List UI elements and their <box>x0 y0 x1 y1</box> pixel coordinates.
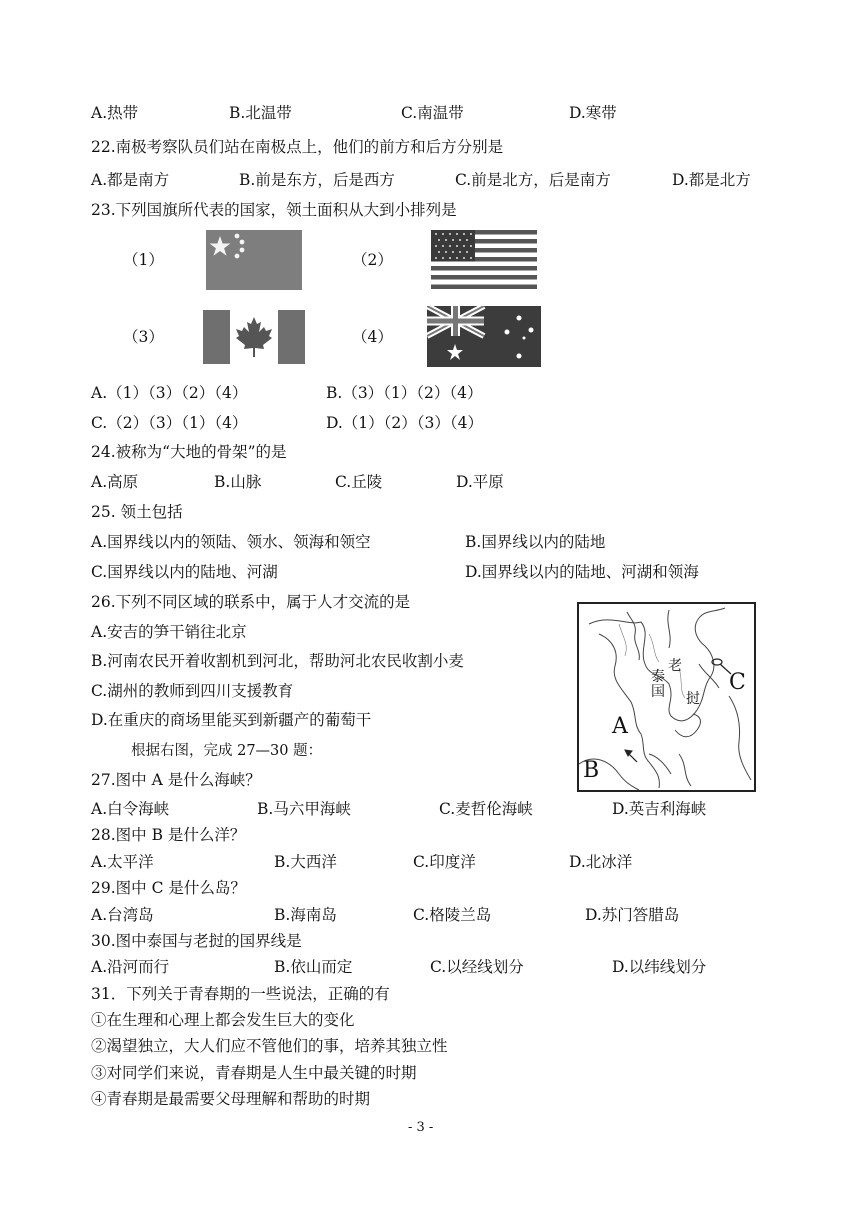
flag-label-1: （1） <box>123 251 164 269</box>
q27-option-b: B.马六甲海峡 <box>257 800 351 818</box>
q23-option-d: D.（1）（2）（3）（4） <box>326 414 483 432</box>
map-label-thailand: 泰国 <box>651 669 665 701</box>
flag-label-4: （4） <box>352 328 393 346</box>
map-label-c: C <box>729 670 746 695</box>
usa-flag-icon <box>431 230 537 289</box>
q25-option-d: D.国界线以内的陆地、河湖和领海 <box>465 563 699 581</box>
q31-item-4: ④青春期是最需要父母理解和帮助的时期 <box>91 1090 371 1108</box>
q27-stem: 27.图中 A 是什么海峡？ <box>91 771 261 789</box>
q29-option-d: D.苏门答腊岛 <box>585 906 680 924</box>
map-label-a: A <box>612 714 628 739</box>
q22-option-b: B.前是东方，后是西方 <box>239 171 395 189</box>
canada-flag-icon <box>203 310 305 364</box>
q25-option-a: A.国界线以内的领陆、领水、领海和领空 <box>91 533 371 551</box>
q29-option-c: C.格陵兰岛 <box>413 906 492 924</box>
q31-item-2: ②渴望独立，大人们应不管他们的事，培养其独立性 <box>91 1037 448 1055</box>
q23-stem: 23.下列国旗所代表的国家，领土面积从大到小排列是 <box>91 201 457 219</box>
q25-stem: 25. 领土包括 <box>91 503 183 521</box>
q30-option-c: C.以经线划分 <box>430 958 524 976</box>
q21-option-a: A.热带 <box>91 104 139 122</box>
china-flag-icon <box>206 230 302 290</box>
q22-stem: 22.南极考察队员们站在南极点上，他们的前方和后方分别是 <box>91 138 504 156</box>
q26-option-c: C.湖州的教师到四川支援教育 <box>91 682 294 700</box>
australia-flag-icon <box>427 306 541 367</box>
q26-option-d: D.在重庆的商场里能买到新疆产的葡萄干 <box>91 711 372 729</box>
q28-stem: 28.图中 B 是什么洋？ <box>91 826 246 844</box>
q29-option-a: A.台湾岛 <box>91 906 154 924</box>
q30-stem: 30.图中泰国与老挝的国界线是 <box>91 932 302 950</box>
q24-stem: 24.被称为“大地的骨架”的是 <box>91 443 287 461</box>
map-label-laos-1: 老 <box>668 658 682 674</box>
q25-option-c: C.国界线以内的陆地、河湖 <box>91 563 278 581</box>
southeast-asia-map <box>577 602 756 792</box>
q24-option-c: C.丘陵 <box>335 473 383 491</box>
q21-option-d: D.寒带 <box>569 104 617 122</box>
q28-option-d: D.北冰洋 <box>569 853 633 871</box>
q27-option-c: C.麦哲伦海峡 <box>439 800 533 818</box>
flag-label-2: （2） <box>352 251 393 269</box>
q28-option-a: A.太平洋 <box>91 853 154 871</box>
q28-option-c: C.印度洋 <box>413 853 476 871</box>
q26-stem: 26.下列不同区域的联系中，属于人才交流的是 <box>91 593 411 611</box>
q24-option-a: A.高原 <box>91 473 139 491</box>
q21-option-b: B.北温带 <box>229 104 292 122</box>
q27-option-a: A.白令海峡 <box>91 800 170 818</box>
q24-option-d: D.平原 <box>456 473 504 491</box>
q28-option-b: B.大西洋 <box>274 853 337 871</box>
q22-option-d: D.都是北方 <box>672 171 751 189</box>
q27-option-d: D.英吉利海峡 <box>612 800 707 818</box>
q21-option-c: C.南温带 <box>401 104 464 122</box>
q24-option-b: B.山脉 <box>214 473 262 491</box>
q29-stem: 29.图中 C 是什么岛？ <box>91 879 246 897</box>
map-label-laos-2: 挝 <box>686 691 700 707</box>
q22-option-c: C.前是北方，后是南方 <box>455 171 611 189</box>
page-number: - 3 - <box>408 1120 434 1135</box>
q23-option-c: C.（2）（3）（1）（4） <box>91 414 248 432</box>
q30-option-d: D.以纬线划分 <box>612 958 707 976</box>
map-intro: 根据右图，完成 27—30 题： <box>131 743 323 759</box>
map-label-b: B <box>583 758 600 783</box>
q31-item-3: ③对同学们来说，青春期是人生中最关键的时期 <box>91 1064 417 1082</box>
q30-option-b: B.依山而定 <box>274 958 353 976</box>
flag-label-3: （3） <box>123 328 164 346</box>
q31-stem: 31．下列关于青春期的一些说法，正确的有 <box>91 985 390 1003</box>
q23-option-b: B.（3）（1）（2）（4） <box>326 384 483 402</box>
q31-item-1: ①在生理和心理上都会发生巨大的变化 <box>91 1011 355 1029</box>
q30-option-a: A.沿河而行 <box>91 958 170 976</box>
q26-option-b: B.河南农民开着收割机到河北，帮助河北农民收割小麦 <box>91 652 464 670</box>
q26-option-a: A.安吉的笋干销往北京 <box>91 623 247 641</box>
q22-option-a: A.都是南方 <box>91 171 170 189</box>
q25-option-b: B.国界线以内的陆地 <box>465 533 606 551</box>
q29-option-b: B.海南岛 <box>274 906 337 924</box>
q23-option-a: A.（1）（3）（2）（4） <box>91 384 248 402</box>
